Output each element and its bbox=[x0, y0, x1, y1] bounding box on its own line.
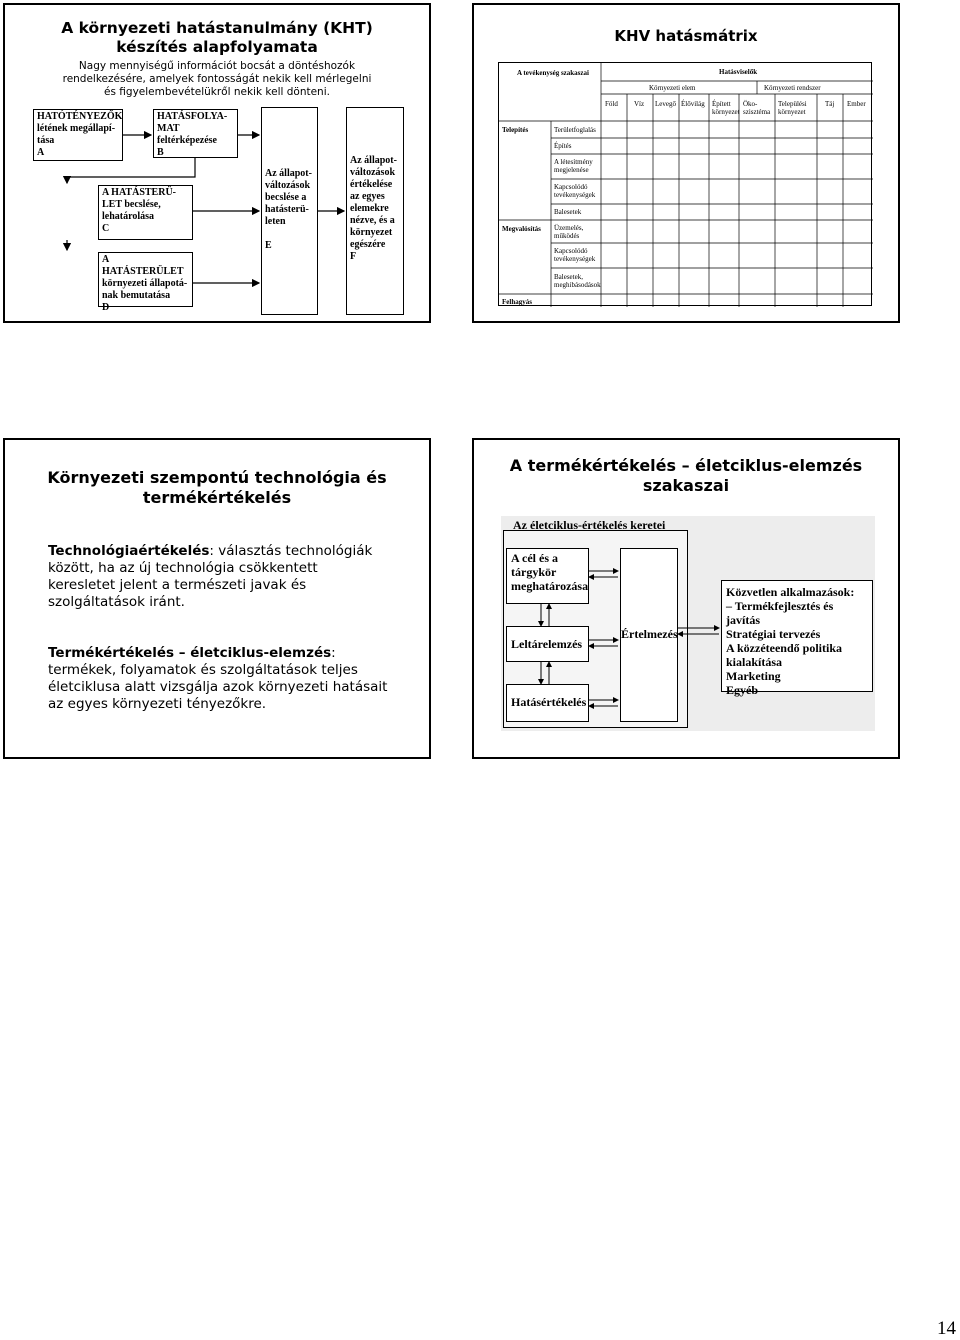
page-number: 14 bbox=[937, 1318, 956, 1339]
matrix-col-header: Víz bbox=[634, 100, 645, 108]
definition-product-assessment-lca: : termékek, folyamatok és szolgáltatások teljes életciklusa alatt vizsgálja azok környezeti hatásait az egyes környezeti tényezőkre. bbox=[48, 645, 388, 712]
matrix-row-label: A létesítmény megjelenése bbox=[554, 158, 593, 174]
lca-framework-label: Az életciklus-értékelés keretei bbox=[513, 518, 666, 532]
slide4-title: A termékértékelés – életciklus-elemzés szakaszai bbox=[509, 456, 863, 495]
matrix-header-phases: A tevékenység szakaszai bbox=[517, 69, 589, 77]
flow-box-d: A HATÁSTERÜLET környezeti állapotá- nak bemutatása D bbox=[98, 252, 193, 307]
flow-box-c: A HATÁSTERÜ- LET becslése, lehatárolása C bbox=[98, 185, 193, 240]
matrix-phase-label: Telepítés bbox=[502, 126, 529, 134]
matrix-group-env-element: Környezeti elem bbox=[649, 84, 696, 92]
matrix-row-label: Üzemelés, működés bbox=[554, 224, 584, 240]
slide-impact-matrix bbox=[472, 3, 900, 323]
slide2-title: KHV hatásmátrix bbox=[614, 27, 758, 45]
slide1-subtitle: Nagy mennyiségű információt bocsát a döntéshozók rendelkezésére, amelyek fontosságát nekik kell mérlegelni és figyelembevételükről nekik kell dönteni. bbox=[62, 60, 372, 98]
kht-flow-diagram bbox=[5, 5, 429, 321]
matrix-col-header: Települési környezet bbox=[778, 100, 807, 116]
matrix-col-header: Élővilág bbox=[681, 100, 705, 108]
matrix-row-label: Kapcsolódó tevékenységek bbox=[554, 183, 596, 199]
flow-box-e: Az állapot- változások becslése a hatásterü- leten E bbox=[261, 107, 318, 315]
matrix-row-label: Építés bbox=[554, 142, 572, 150]
matrix-row-label: Balesetek bbox=[554, 208, 582, 216]
lca-direct-applications: Közvetlen alkalmazások: – Termékfejlesztés és javítás Stratégiai tervezés A közzéteendő politika kialakítása Marketing Egyéb bbox=[721, 580, 873, 692]
impact-matrix bbox=[498, 62, 872, 306]
matrix-row-label: Balesetek, meghibásodások bbox=[554, 273, 601, 289]
definition-technology-assessment: : választás technológiák között, ha az új technológia csökkentett keresletet jelent a természeti javak és szolgáltatások iránt. bbox=[48, 543, 373, 610]
matrix-col-header: Föld bbox=[605, 100, 618, 108]
slide3-paragraph-technology bbox=[48, 543, 428, 611]
lca-goal-scope: A cél és a tárgykör meghatározása bbox=[506, 548, 589, 604]
slide1-title: A környezeti hatástanulmány (KHT) készítés alapfolyamata bbox=[61, 19, 373, 56]
lca-interpretation: Értelmezés bbox=[620, 548, 678, 722]
matrix-phase-label: Felhagyás bbox=[502, 298, 532, 306]
slide-lca-stages bbox=[472, 438, 900, 759]
matrix-header-receptors: Hatásviselők bbox=[719, 68, 758, 76]
lca-diagram bbox=[501, 516, 875, 731]
matrix-row-label: Területfoglalás bbox=[554, 126, 596, 134]
flow-box-a: HATÓTÉNYEZŐK létének megállapí- tása A bbox=[33, 109, 123, 161]
lca-impact-assessment: Hatásértékelés bbox=[506, 684, 589, 722]
matrix-row-label: Kapcsolódó tevékenységek bbox=[554, 247, 596, 263]
slide3-paragraph-lca bbox=[48, 645, 428, 713]
matrix-col-header: Levegő bbox=[655, 100, 676, 108]
slide-kht-process bbox=[3, 3, 431, 323]
matrix-col-header: Ember bbox=[847, 100, 866, 108]
slide3-title: Környezeti szempontú technológia és termékértékelés bbox=[47, 468, 387, 507]
matrix-col-header: Táj bbox=[825, 100, 835, 108]
matrix-phase-label: Megvalósítás bbox=[502, 225, 541, 233]
lca-inventory-analysis: Leltárelemzés bbox=[506, 626, 589, 662]
matrix-col-header: Épített környezet bbox=[712, 100, 740, 116]
matrix-group-env-system: Környezeti rendszer bbox=[764, 84, 821, 92]
matrix-col-header: Öko- szisztéma bbox=[743, 100, 771, 116]
flow-box-f: Az állapot- változások értékelése az egyes elemekre nézve, és a környezet egészére F bbox=[346, 107, 404, 315]
slide-technology-assessment bbox=[3, 438, 431, 759]
term-product-assessment-lca: Termékértékelés – életciklus-elemzés bbox=[48, 645, 332, 661]
term-technology-assessment: Technológiaértékelés bbox=[48, 543, 210, 559]
flow-box-b: HATÁSFOLYA- MAT feltérképezése B bbox=[153, 109, 238, 158]
